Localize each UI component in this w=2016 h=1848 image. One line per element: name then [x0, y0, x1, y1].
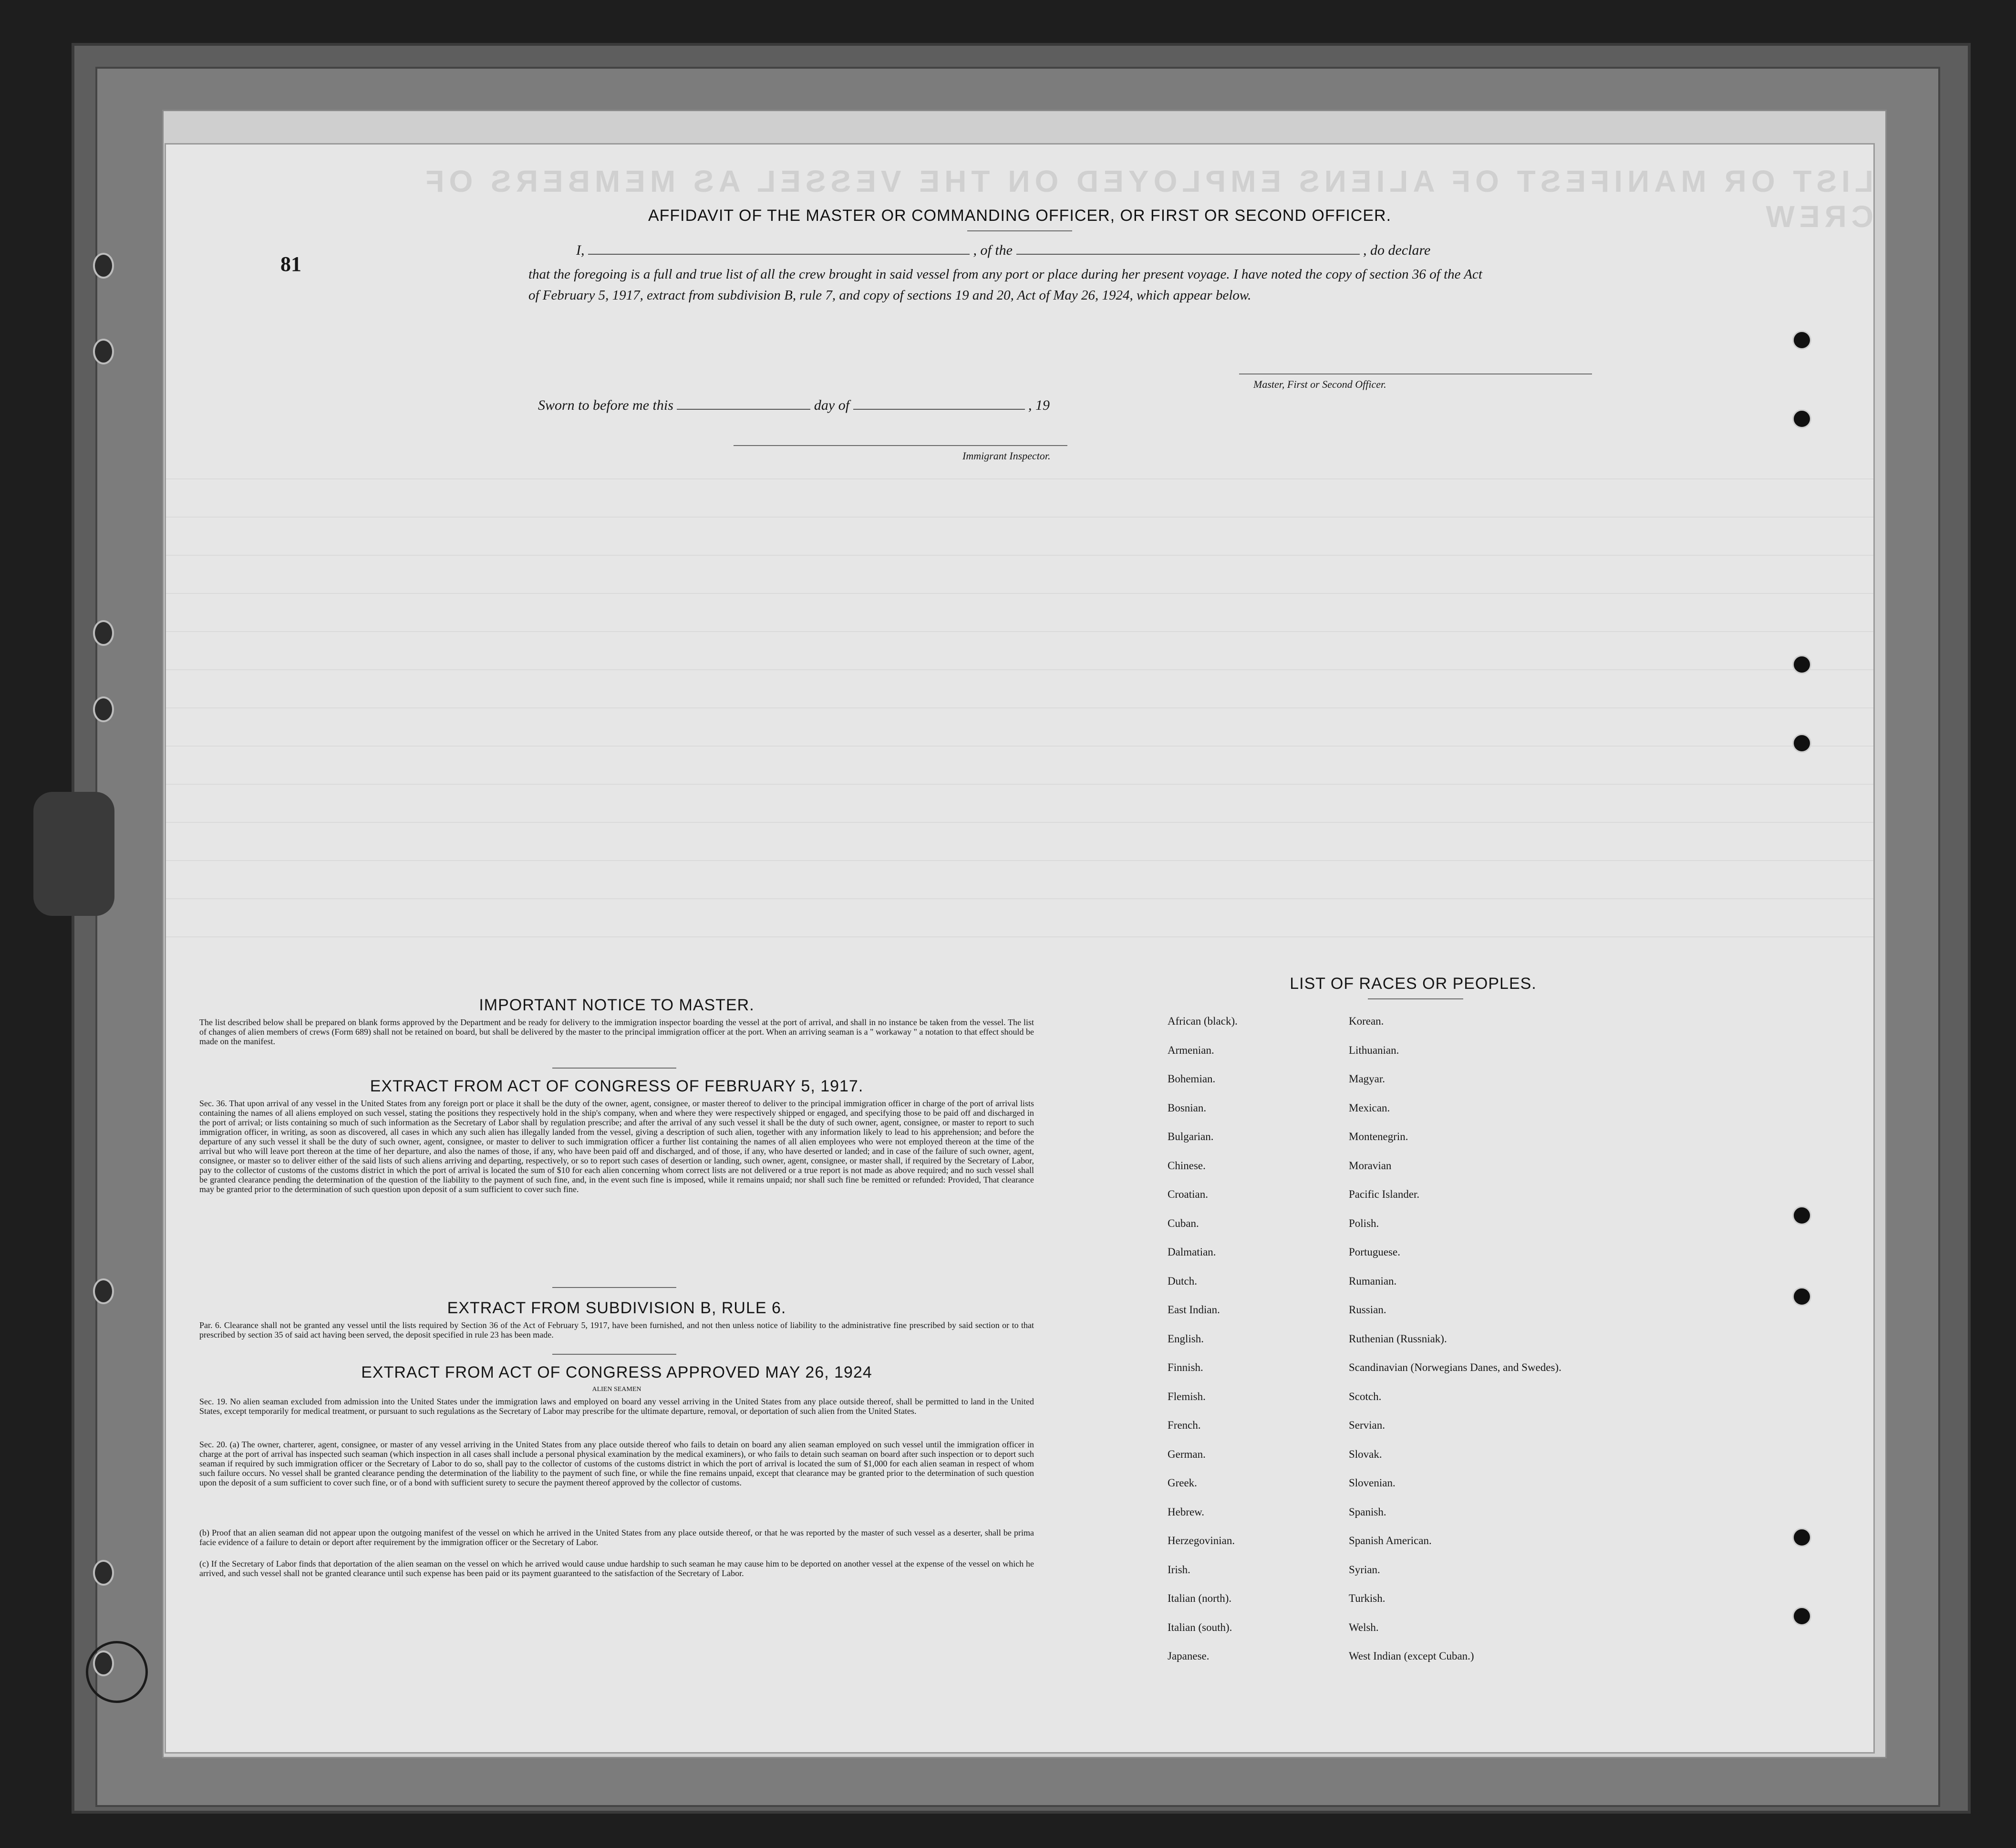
- race-item: Scotch.: [1349, 1390, 1382, 1402]
- race-item: Italian (north).: [1168, 1592, 1232, 1604]
- master-signature-label: Master, First or Second Officer.: [1253, 378, 1386, 390]
- title-rule: [967, 230, 1072, 231]
- race-item: Irish.: [1168, 1563, 1190, 1576]
- race-item: Herzegovinian.: [1168, 1535, 1235, 1547]
- inspector-signature-line: [734, 445, 1067, 446]
- binder-hole: [93, 696, 114, 722]
- extract1-text: Sec. 36. That upon arrival of any vessel in the United States from any foreign port or place it shall be the duty of the owner, agent, consignee, or master thereof to deliver to the principal immigration officer in charge of the port of arrival lists containing the names of all aliens employed on such vessel, stating the positions they respectively hold in the ship's company, when and where they were respectively shipped or engaged, and specifying those to be paid off and discharged in the port of arrival; or lists containing so much of such information as the Secretary of Labor shall by regulation prescribe; and after the arrival of any such vessel it shall be the duty of such owner, agent, consignee, or master to report to such immigration officer, in writing, as soon as discovered, all cases in which any such alien has illegally landed from the vessel, giving a description of such alien, together with any information likely to lead to his apprehension; and before the departure of any such vessel it shall be the duty of such owner, agent, consignee, or master to deliver to such immigration officer a further list containing the names of all alien employees who were not employed thereon at the time of the arrival but who will leave port thereon at the time of her departure, and also the names of those, if any, who have been paid off and discharged, and of those, if any, who have deserted or landed; and in case of the failure of such owner, agent, consignee, or master so to deliver either of the said lists of such aliens arriving and departing, respectively, or so to report such cases of desertion or landing, such owner, agent, consignee, or master shall, if required by the Secretary of Labor, pay to the collector of customs of the customs district in which the port of arrival is located the sum of $10 for each alien concerning whom correct lists are not delivered or a true report is not made as above required; and no such vessel shall be granted clearance pending the determination of the question of the liability to the payment of such fine, and, in the event such fine is imposed, while it remains unpaid; nor shall such fine be remitted or refunded: Provided, That clearance may be granted prior to the determination of such question upon deposit of a sum sufficient to cover such fine.: [199, 1099, 1034, 1194]
- sec20c-text: (c) If the Secretary of Labor finds that deportation of the alien seaman on the vessel on which he arrived would cause undue hardship to such seaman he may cause him to be deported on another vessel at the expense of the vessel on which he arrived, and such vessel shall not be granted clearance until such expense has been paid or its payment guaranteed to the satisfaction of the Secretary of Labor.: [199, 1559, 1034, 1578]
- sec20a-text: Sec. 20. (a) The owner, charterer, agent, consignee, or master of any vessel arriving in the United States from any place outside thereof who fails to detain on board any alien seaman employed on such vessel until the immigration officer in charge at the port of arrival has inspected such seaman (which inspection in all cases shall include a personal physical examination by the medical examiners), or who fails to detain such seaman on board after such inspection or to deport such seaman if required by such immigration officer or the Secretary of Labor to do so, shall pay to the collector of customs of the customs district in which the port of arrival is located the sum of $1,000 for each alien seaman in respect of whom such failure occurs. No vessel shall be granted clearance pending the determination of the liability to the payment of such fine, or while the fine remains unpaid, except that clearance may be granted prior to the determination of such question upon the deposit of a sum sufficient to cover such fine, or of a bond with sufficient surety to secure the payment thereof approved by the collector of customs.: [199, 1440, 1034, 1487]
- binder-hole: [93, 620, 114, 646]
- races-title: LIST OF RACES OR PEOPLES.: [1290, 975, 1537, 993]
- race-item: Magyar.: [1349, 1073, 1385, 1085]
- race-item: Turkish.: [1349, 1592, 1385, 1604]
- binder-tie: [33, 792, 114, 916]
- race-item: Montenegrin.: [1349, 1131, 1408, 1142]
- section-rule: [552, 1068, 676, 1069]
- punch-hole: [1792, 734, 1811, 753]
- sworn-label: Sworn to before me this: [538, 397, 673, 413]
- race-item: French.: [1168, 1419, 1201, 1431]
- race-item: Syrian.: [1349, 1563, 1380, 1576]
- sec20b-text: (b) Proof that an alien seaman did not appear upon the outgoing manifest of the vessel on which he arrived in the United States from any place outside thereof, or that he was reported by the master of such vessel as a deserter, shall be prima facie evidence of a failure to detain or deport after requirement by the immigration officer or the Secretary of Labor.: [199, 1528, 1034, 1547]
- ghost-title: LIST OR MANIFEST OF ALIENS EMPLOYED ON THE VESSEL AS MEMBERS OF CREW: [421, 164, 1873, 234]
- binder-hole: [93, 1560, 114, 1586]
- do-declare-label: , do declare: [1363, 242, 1431, 258]
- race-item: Japanese.: [1168, 1650, 1210, 1662]
- race-item: Dalmatian.: [1168, 1246, 1216, 1258]
- name-blank: [588, 254, 970, 255]
- race-item: Ruthenian (Russniak).: [1349, 1332, 1447, 1345]
- ghost-row: [166, 936, 1873, 937]
- day-blank: [677, 409, 810, 410]
- sec19-text: Sec. 19. No alien seaman excluded from admission into the United States under the immigration laws and employed on board any vessel arriving in the United States from any place outside thereof, shall be permitted to land in the United States, except temporarily for medical treatment, or pursuant to such regulations as the Secretary of Labor may prescribe for the ultimate departure, removal, or deportation of such alien from the United States.: [199, 1397, 1034, 1416]
- ghost-row: [166, 784, 1873, 785]
- races-title-rule: [1368, 998, 1463, 999]
- day-of-label: day of: [814, 397, 850, 413]
- section-rule: [552, 1354, 676, 1355]
- race-item: Slovenian.: [1349, 1477, 1396, 1489]
- ghost-row: [166, 746, 1873, 747]
- punch-hole: [1792, 1287, 1811, 1306]
- race-item: Bosnian.: [1168, 1101, 1207, 1114]
- extract2-text: Par. 6. Clearance shall not be granted any vessel until the lists required by Section 36 of the Act of February 5, 1917, have been furnished, and not then unless notice of liability to the administrative fine prescribed by said section or to that prescribed by section 35 of said act having been served, the deposit specified in rule 23 has been made.: [199, 1320, 1034, 1339]
- race-item: Scandinavian (Norwegians Danes, and Swedes).: [1349, 1361, 1561, 1373]
- extract3-title: EXTRACT FROM ACT OF CONGRESS APPROVED MAY 26, 1924: [361, 1363, 872, 1381]
- inspector-label: Immigrant Inspector.: [962, 450, 1051, 462]
- race-item: Spanish American.: [1349, 1535, 1432, 1547]
- race-item: Chinese.: [1168, 1159, 1206, 1172]
- race-item: English.: [1168, 1332, 1204, 1345]
- ghost-row: [166, 860, 1873, 861]
- ghost-row: [166, 669, 1873, 670]
- of-the-label: , of the: [973, 242, 1013, 258]
- month-blank: [853, 409, 1025, 410]
- punch-hole: [1792, 409, 1811, 428]
- punch-hole: [1792, 331, 1811, 350]
- race-item: African (black).: [1168, 1015, 1238, 1027]
- page-number: 81: [280, 252, 301, 276]
- race-item: Pacific Islander.: [1349, 1188, 1420, 1200]
- race-item: Italian (south).: [1168, 1621, 1232, 1633]
- race-item: Dutch.: [1168, 1275, 1197, 1287]
- race-item: Portuguese.: [1349, 1246, 1400, 1258]
- ghost-row: [166, 517, 1873, 518]
- punch-hole: [1792, 1206, 1811, 1225]
- ghost-row: [166, 631, 1873, 632]
- race-item: Bohemian.: [1168, 1073, 1216, 1085]
- manifest-page: [165, 143, 1875, 1754]
- extract3-subtitle: ALIEN SEAMEN: [592, 1386, 641, 1393]
- affidavit-declaration-line: [576, 242, 1430, 259]
- race-item: Croatian.: [1168, 1188, 1208, 1200]
- race-item: Hebrew.: [1168, 1505, 1205, 1518]
- ghost-row: [166, 898, 1873, 899]
- race-item: West Indian (except Cuban.): [1349, 1650, 1474, 1662]
- binder-hole: [93, 253, 114, 279]
- punch-hole: [1792, 1607, 1811, 1626]
- affidavit-title: AFFIDAVIT OF THE MASTER OR COMMANDING OFFICER, OR FIRST OR SECOND OFFICER.: [648, 207, 1392, 225]
- sworn-line: [538, 397, 1050, 414]
- race-item: Polish.: [1349, 1217, 1379, 1229]
- extract1-title: EXTRACT FROM ACT OF CONGRESS OF FEBRUARY 5, 1917.: [370, 1077, 864, 1095]
- race-item: Armenian.: [1168, 1044, 1214, 1056]
- race-item: Finnish.: [1168, 1361, 1203, 1373]
- race-item: Rumanian.: [1349, 1275, 1397, 1287]
- extract2-title: EXTRACT FROM SUBDIVISION B, RULE 6.: [447, 1299, 786, 1317]
- notice-text: The list described below shall be prepared on blank forms approved by the Department and be ready for delivery to the immigration inspector boarding the vessel at the port of arrival, and shall in no instance be taken from the vessel. The list of changes of alien members of crews (Form 689) shall not be retained on board, but shall be delivered by the master to the principal immigration officer at the port. When an arriving seaman is a " workaway " a notation to that effect should be made on the manifest.: [199, 1017, 1034, 1046]
- ghost-row: [166, 555, 1873, 556]
- race-item: Russian.: [1349, 1304, 1386, 1316]
- binder-string: [86, 1641, 148, 1703]
- section-rule: [552, 1287, 676, 1288]
- race-item: Korean.: [1349, 1015, 1384, 1027]
- ghost-row: [166, 593, 1873, 594]
- ghost-row: [166, 707, 1873, 708]
- punch-hole: [1792, 655, 1811, 674]
- race-item: Moravian: [1349, 1159, 1392, 1172]
- ghost-row: [166, 822, 1873, 823]
- binder-hole: [93, 1278, 114, 1304]
- race-item: East Indian.: [1168, 1304, 1220, 1316]
- race-item: Slovak.: [1349, 1448, 1382, 1460]
- binder-hole: [93, 339, 114, 364]
- race-item: Flemish.: [1168, 1390, 1206, 1402]
- year-label: , 19: [1028, 397, 1050, 413]
- race-item: Servian.: [1349, 1419, 1385, 1431]
- race-item: Mexican.: [1349, 1101, 1390, 1114]
- race-item: Lithuanian.: [1349, 1044, 1399, 1056]
- notice-title: IMPORTANT NOTICE TO MASTER.: [479, 996, 755, 1014]
- affidavit-body: that the foregoing is a full and true list of all the crew brought in said vessel from any port or place during her present voyage. I have noted the copy of section 36 of the Act of February 5, 1917, extract from subdivision B, rule 7, and copy of sections 19 and 20, Act of May 26, 1924, which appear below.: [528, 267, 1482, 303]
- vessel-blank: [1016, 254, 1360, 255]
- race-item: Spanish.: [1349, 1505, 1386, 1518]
- races-list: [1168, 1015, 1597, 1662]
- ghost-row: [166, 478, 1873, 479]
- race-item: Cuban.: [1168, 1217, 1199, 1229]
- i-label: I,: [576, 242, 585, 258]
- race-item: Bulgarian.: [1168, 1131, 1214, 1142]
- race-item: German.: [1168, 1448, 1206, 1460]
- race-item: Greek.: [1168, 1477, 1197, 1489]
- race-item: Welsh.: [1349, 1621, 1379, 1633]
- punch-hole: [1792, 1528, 1811, 1547]
